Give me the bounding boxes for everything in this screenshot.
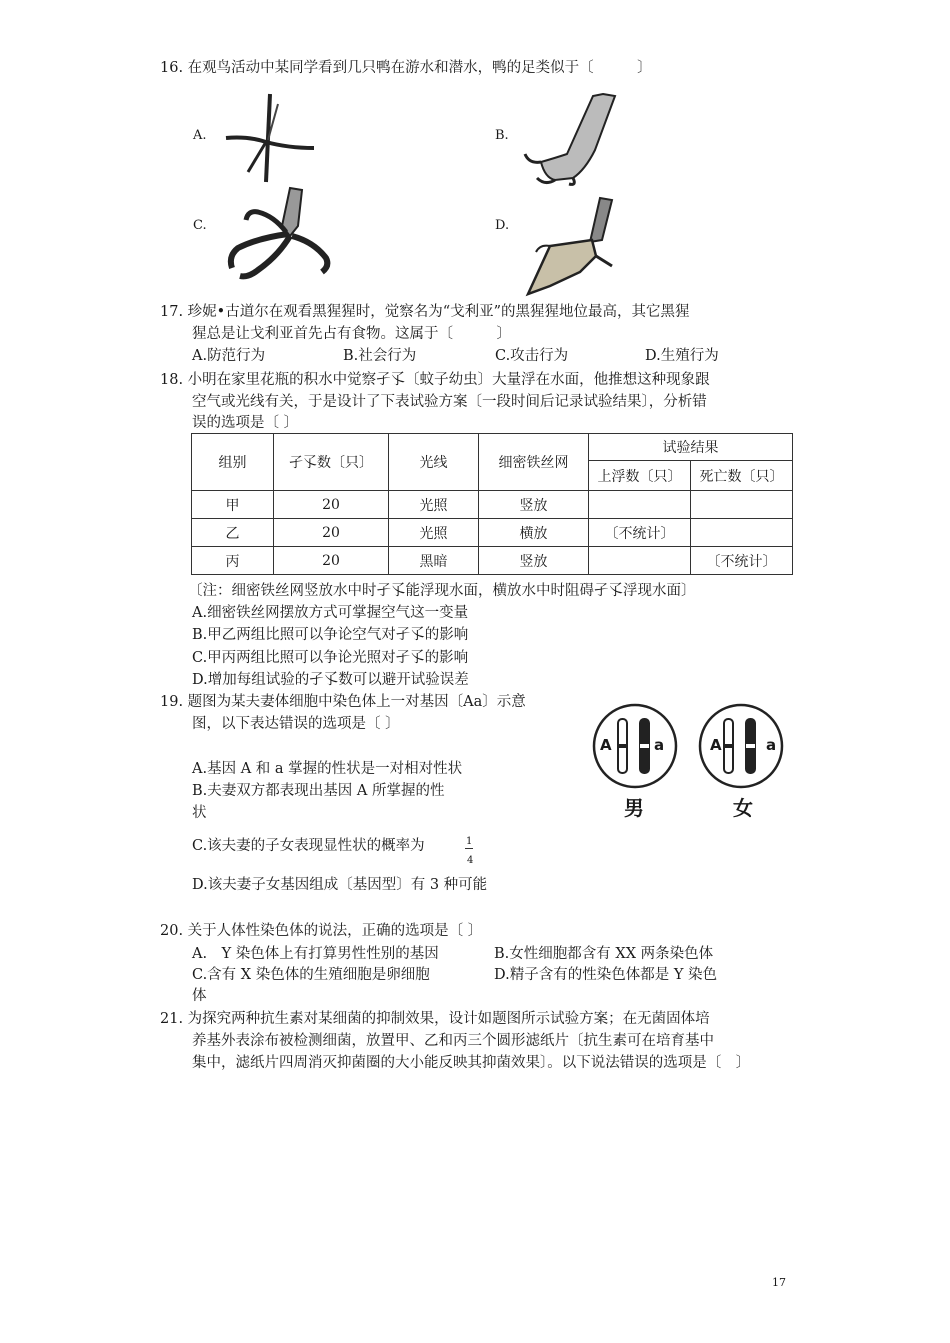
q18-option-c: C.甲丙两组比照可以争论光照对孑孓的影响 <box>192 650 469 666</box>
cell: 〔不统计〕 <box>589 519 691 547</box>
q18-stem-line2: 空气或光线有关，于是设计了下表试验方案〔一段时间后记录试验结果〕，分析错 <box>192 394 707 410</box>
cell: 20 <box>274 491 389 519</box>
fraction-bar <box>465 848 473 849</box>
q19-stem-line2: 图，以下表达错误的选项是〔 〕 <box>192 716 400 732</box>
q17-stem-line1: 17. 珍妮•古道尔在观看黑猩猩时，觉察名为“戈利亚”的黑猩猩地位最高，其它黑猩 <box>160 304 690 320</box>
table-row <box>192 491 793 519</box>
cell: 甲 <box>192 491 274 519</box>
q19-option-d: D.该夫妻子女基因组成〔基因型〕有 3 种可能 <box>192 877 488 893</box>
talons-foot-image <box>218 186 333 286</box>
q16-option-d-label: D. <box>495 218 510 233</box>
header-light: 光线 <box>389 434 479 491</box>
cell: 竖放 <box>479 491 589 519</box>
q19-stem-line1: 19. 题图为某夫妻体细胞中染色体上一对基因〔Aa〕示意 <box>160 694 526 710</box>
cell: 20 <box>274 547 389 575</box>
q18-stem-line1: 18. 小明在家里花瓶的积水中觉察孑孓〔蚊子幼虫〕大量浮在水面，他推想这种现象跟 <box>160 372 710 388</box>
q20-stem: 20. 关于人体性染色体的说法，正确的选项是〔 〕 <box>160 923 483 939</box>
q17-option-b: B.社会行为 <box>343 348 417 364</box>
allele-a-female: a <box>766 736 777 754</box>
q20-option-d: D.精子含有的性染色体都是 Y 染色 <box>494 967 718 983</box>
fraction-denominator: 4 <box>467 855 474 866</box>
q20-option-c-line2: 体 <box>192 988 207 1004</box>
q21-stem-line3: 集中，滤纸片四周消灭抑菌圈的大小能反映其抑菌效果〕。以下说法错误的选项是〔 〕 <box>192 1055 751 1071</box>
cell: 光照 <box>389 491 479 519</box>
q16-option-a-label: A. <box>193 128 207 143</box>
header-larvae-count: 孑孓数〔只〕 <box>274 434 389 491</box>
webbed-foot-image <box>520 196 630 296</box>
q20-option-b: B.女性细胞都含有 XX 两条染色体 <box>494 946 714 962</box>
subheader-float-count: 上浮数〔只〕 <box>589 461 691 491</box>
q17-option-d: D.生殖行为 <box>645 348 719 364</box>
allele-A-female: A <box>710 736 722 754</box>
q19-option-c: C.该夫妻的子女表现显性状的概率为 <box>192 838 425 854</box>
allele-A-male: A <box>600 736 612 754</box>
table-row <box>192 547 793 575</box>
q19-option-b-line2: 状 <box>192 805 207 821</box>
header-results: 试验结果 <box>589 434 793 461</box>
q17-stem-line2: 猩总是让戈利亚首先占有食物。这属于〔 〕 <box>192 326 511 342</box>
q20-option-c-line1: C.含有 X 染色体的生殖细胞是卵细胞 <box>192 967 430 983</box>
cell: 乙 <box>192 519 274 547</box>
q18-option-a: A.细密铁丝网摆放方式可掌握空气这一变量 <box>192 605 469 621</box>
cell: 竖放 <box>479 547 589 575</box>
q16-option-c-label: C. <box>193 218 207 233</box>
cell: 黑暗 <box>389 547 479 575</box>
q21-stem-line1: 21. 为探究两种抗生素对某细菌的抑制效果，设计如题图所示试验方案；在无菌固体培 <box>160 1011 710 1027</box>
q20-option-a: A. Y 染色体上有打算男性性别的基因 <box>192 946 439 962</box>
q16-stem: 16. 在观鸟活动中某同学看到几只鸭在游水和潜水，鸭的足类似于〔 〕 <box>160 60 652 76</box>
header-wire-mesh: 细密铁丝网 <box>479 434 589 491</box>
fraction-numerator: 1 <box>466 836 473 847</box>
cell <box>691 491 793 519</box>
q21-stem-line2: 养基外表涂布被检测细菌，放置甲、乙和丙三个圆形滤纸片〔抗生素可在培育基中 <box>192 1033 714 1049</box>
cell: 〔不统计〕 <box>691 547 793 575</box>
q19-option-a: A.基因 A 和 a 掌握的性状是一对相对性状 <box>192 761 463 777</box>
q17-option-a: A.防范行为 <box>192 348 266 364</box>
page-number: 17 <box>772 1276 786 1289</box>
cell: 光照 <box>389 519 479 547</box>
table-row <box>192 519 793 547</box>
perching-foot-image <box>218 92 318 187</box>
q16-option-b-label: B. <box>495 128 509 143</box>
allele-a-male: a <box>654 736 665 754</box>
cell <box>589 547 691 575</box>
cell: 丙 <box>192 547 274 575</box>
q18-option-d: D.增加每组试验的孑孓数可以避开试验误差 <box>192 672 469 688</box>
cell <box>691 519 793 547</box>
cell: 横放 <box>479 519 589 547</box>
q17-option-c: C.攻击行为 <box>495 348 569 364</box>
grasping-foot-image <box>515 92 630 187</box>
chromosome-figure <box>588 703 793 828</box>
q18-stem-line3: 误的选项是〔 〕 <box>192 415 299 431</box>
q19-option-b-line1: B.夫妻双方都表现出基因 A 所掌握的性 <box>192 783 445 799</box>
cell <box>589 491 691 519</box>
subheader-death-count: 死亡数〔只〕 <box>691 461 793 491</box>
cell: 20 <box>274 519 389 547</box>
q18-note: 〔注：细密铁丝网竖放水中时孑孓能浮现水面，横放水中时阻碍孑孓浮现水面〕 <box>188 583 696 599</box>
experiment-table <box>191 433 793 575</box>
label-male: 男 <box>624 796 644 820</box>
q18-option-b: B.甲乙两组比照可以争论空气对孑孓的影响 <box>192 627 469 643</box>
header-group: 组别 <box>192 434 274 491</box>
label-female: 女 <box>733 796 753 820</box>
